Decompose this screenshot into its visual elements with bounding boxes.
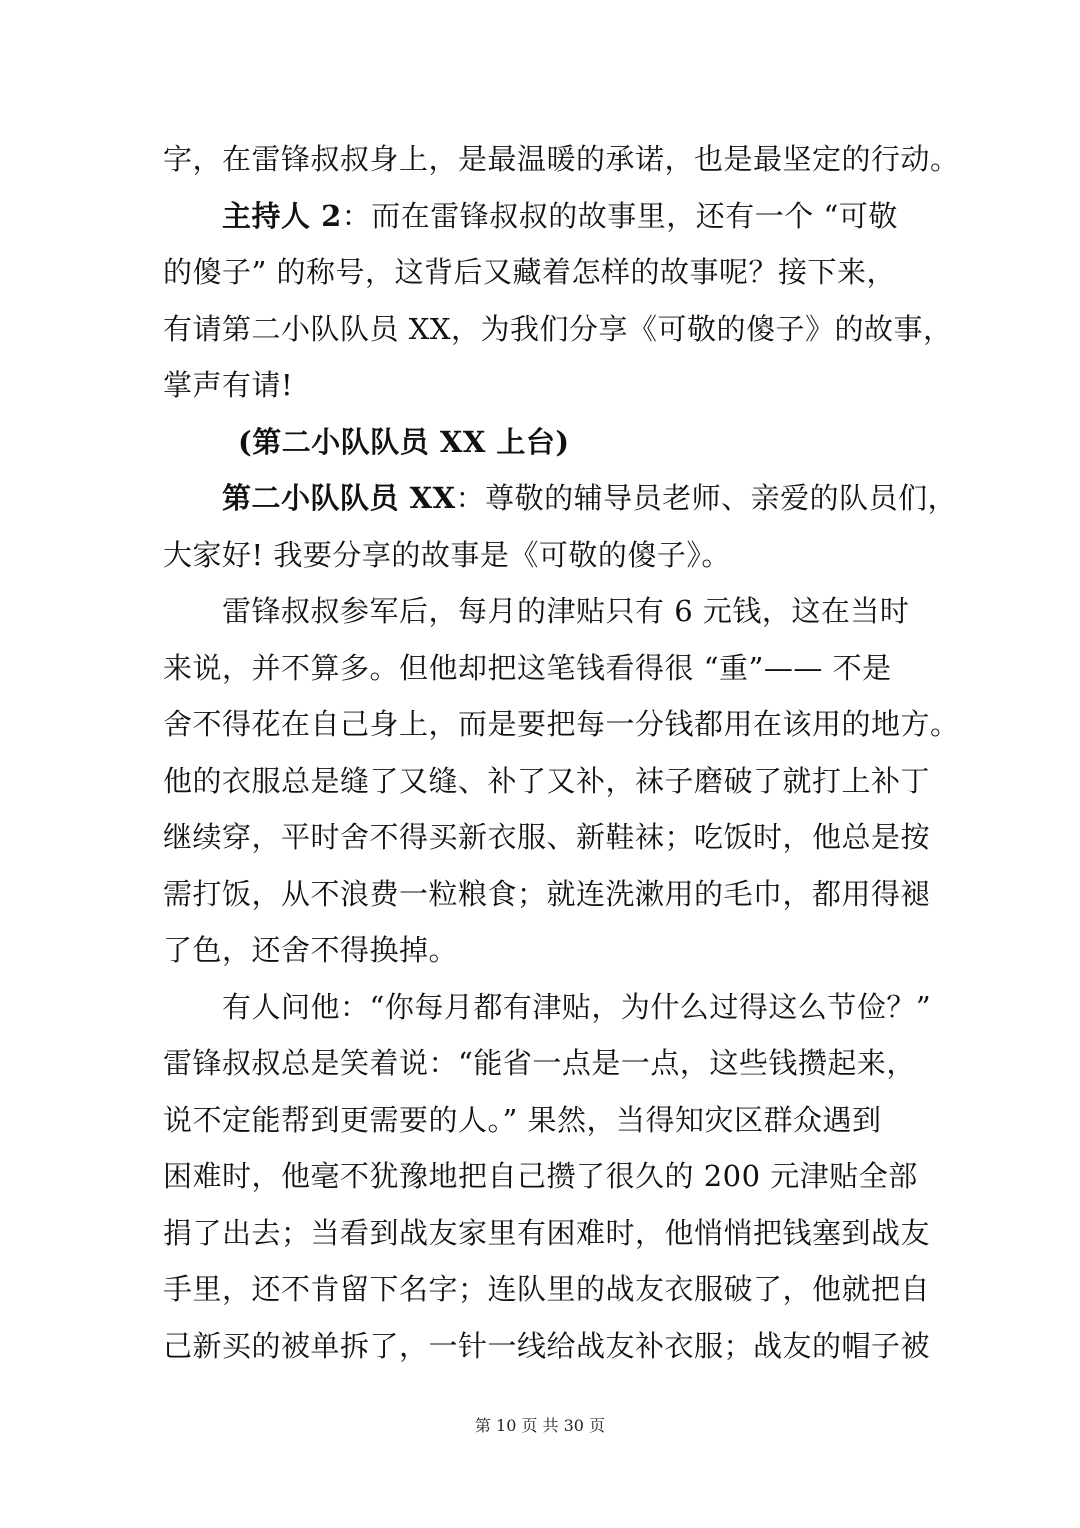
member-speech-line	[222, 478, 1002, 518]
body-text-line: 字，在雷锋叔叔身上，是最温暖的承诺，也是最坚定的行动。	[163, 142, 960, 176]
speaker-label: 第二小队队员 XX	[222, 481, 456, 515]
host-speech-line	[222, 196, 1002, 236]
body-text-line: 了色，还舍不得换掉。	[163, 933, 459, 967]
body-text-line: 舍不得花在自己身上，而是要把每一分钱都用在该用的地方。	[163, 707, 960, 741]
speaker-label: 主持人 2	[222, 199, 342, 233]
paragraph-start-line: 有人问他：“你每月都有津贴，为什么过得这么节俭？”	[222, 990, 932, 1024]
body-text-line: 需打饭，从不浪费一粒粮食；就连洗漱用的毛巾，都用得褪	[163, 877, 931, 911]
body-text-line: 来说，并不算多。但他却把这笔钱看得很 “重”—— 不是	[163, 651, 892, 685]
paragraph-start-line: 雷锋叔叔参军后，每月的津贴只有 6 元钱，这在当时	[222, 594, 910, 628]
speech-text: ：而在雷锋叔叔的故事里，还有一个 “可敬	[341, 199, 898, 233]
speech-text: ：尊敬的辅导员老师、亲爱的队员们，	[455, 481, 958, 515]
body-text-line: 的傻子” 的称号，这背后又藏着怎样的故事呢？接下来，	[163, 255, 897, 289]
body-text-line: 捐了出去；当看到战友家里有困难时，他悄悄把钱塞到战友	[163, 1216, 931, 1250]
body-text-line: 手里，还不肯留下名字；连队里的战友衣服破了，他就把自	[163, 1272, 931, 1306]
body-text-line: 困难时，他毫不犹豫地把自己攒了很久的 200 元津贴全部	[163, 1159, 918, 1193]
body-text-line: 有请第二小队队员 XX，为我们分享《可敬的傻子》的故事，	[163, 312, 953, 346]
body-text-line: 继续穿，平时舍不得买新衣服、新鞋袜；吃饭时，他总是按	[163, 820, 931, 854]
body-text-line: 己新买的被单拆了，一针一线给战友补衣服；战友的帽子被	[163, 1329, 931, 1363]
stage-direction: (第二小队队员 XX 上台)	[238, 425, 570, 459]
body-text-line: 掌声有请!	[163, 368, 294, 402]
body-text-line: 说不定能帮到更需要的人。” 果然，当得知灾区群众遇到	[163, 1103, 882, 1137]
body-text-line: 大家好! 我要分享的故事是《可敬的傻子》。	[163, 538, 731, 572]
body-text-line: 雷锋叔叔总是笑着说：“能省一点是一点，这些钱攒起来，	[163, 1046, 916, 1080]
body-text-line: 他的衣服总是缝了又缝、补了又补，袜子磨破了就打上补丁	[163, 764, 931, 798]
page-number-footer: 第 10 页 共 30 页	[474, 1416, 606, 1435]
